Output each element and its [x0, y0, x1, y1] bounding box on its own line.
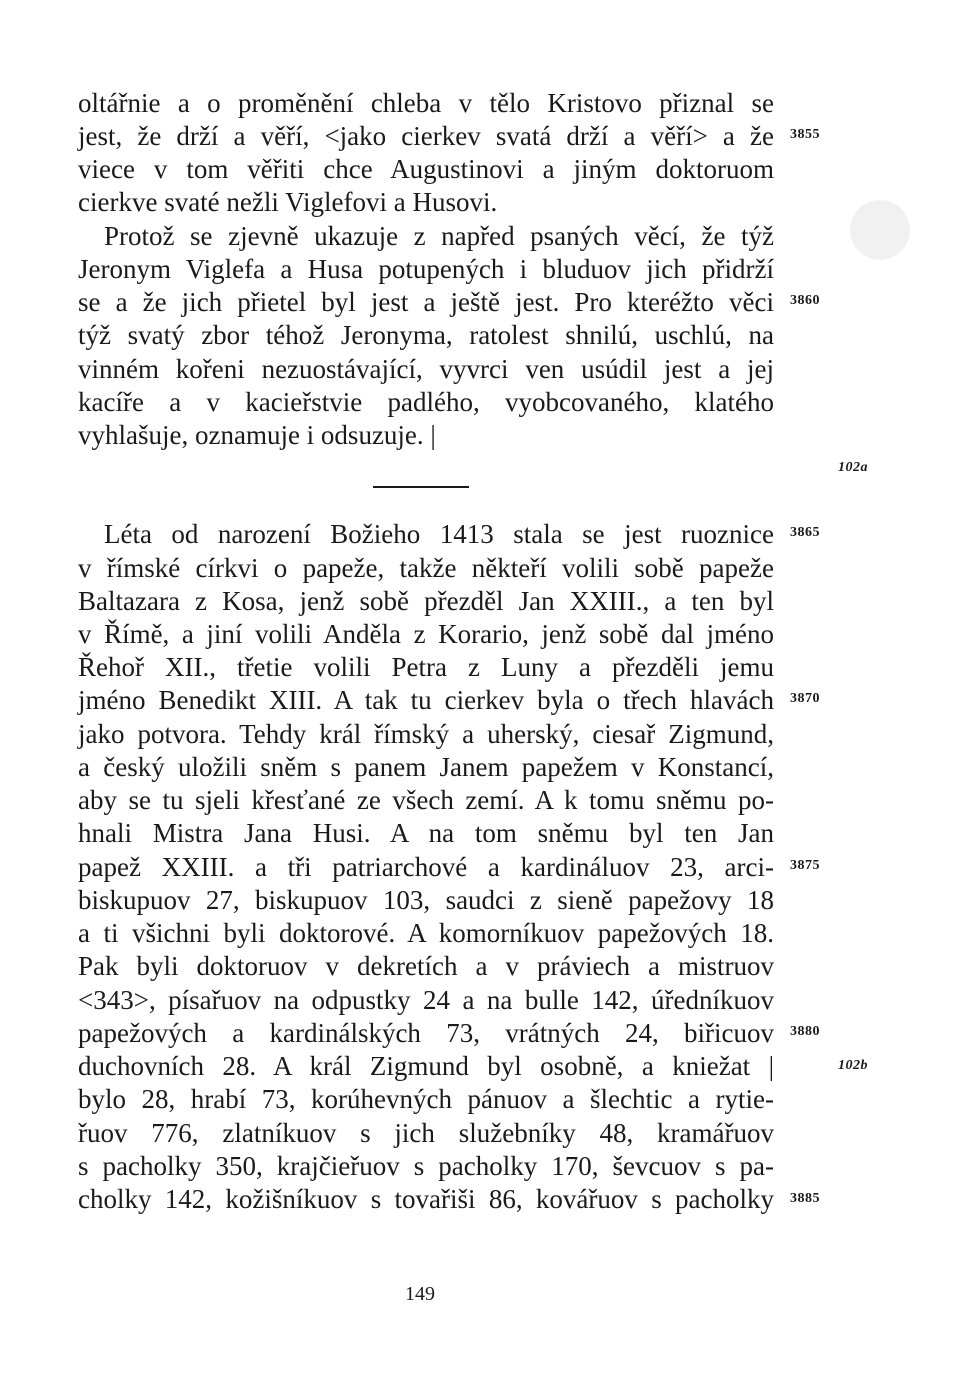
line-number-marker: 3880 [790, 1024, 820, 1039]
text-line: řuov 776, zlatníkuov s jich služebníky 48, kramářuov [78, 1118, 774, 1148]
text-line: a ti všichni byli doktorové. A komorníkuov papežových 18. [78, 918, 774, 948]
line-number-marker: 3865 [790, 525, 820, 540]
text-line: duchovních 28. A král Zigmund byl osobně, a kniežat | [78, 1051, 774, 1081]
text-line: bylo 28, hrabí 73, korúhevných pánuov a šlechtic a rytie- [78, 1084, 774, 1114]
text-line: kacíře a v kacieřstvie padlého, vyobcovaného, klatého [78, 387, 774, 417]
text-line: Léta od narození Božieho 1413 stala se jest ruoznice [104, 519, 774, 549]
page-number: 149 [405, 1283, 435, 1305]
text-line: Pak byli doktoruov v dekretích a v práviech a mistruov [78, 951, 774, 981]
folio-marker: 102a [838, 460, 868, 475]
text-line: v římské církvi o papeže, takže někteří volili sobě papeže [78, 553, 774, 583]
text-line: hnali Mistra Jana Husi. A na tom sněmu byl ten Jan [78, 818, 774, 848]
text-line: Jeronym Viglefa a Husa potupených i bluduov jich přidrží [78, 254, 774, 284]
text-line: týž svatý zbor téhož Jeronyma, ratolest shnilú, uschlú, na [78, 320, 774, 350]
text-line: cholky 142, kožišníkuov s tovařiši 86, kovářuov s pacholky [78, 1184, 774, 1214]
page-smudge [850, 200, 910, 260]
folio-marker: 102b [838, 1058, 868, 1073]
line-number-marker: 3855 [790, 127, 820, 142]
text-line: s pacholky 350, krajčieřuov s pacholky 170, ševcuov s pa- [78, 1151, 774, 1181]
text-line: aby se tu sjeli křesťané ze všech zemí. A k tomu sněmu po- [78, 785, 774, 815]
section-divider [373, 486, 469, 488]
text-line: vinném kořeni nezuostávající, vyvrci ven usúdil jest a jej [78, 354, 774, 384]
line-number-marker: 3870 [790, 691, 820, 706]
text-line: oltářnie a o proměnění chleba v tělo Kristovo přiznal se [78, 88, 774, 118]
text-line: biskupuov 27, biskupuov 103, saudci z sieně papežovy 18 [78, 885, 774, 915]
text-line: papež XXIII. a tři patriarchové a kardináluov 23, arci- [78, 852, 774, 882]
text-line: Protož se zjevně ukazuje z napřed psaných věcí, že týž [104, 221, 774, 251]
text-line: a český uložili sněm s panem Janem papežem v Konstancí, [78, 752, 774, 782]
text-line: se a že jich přietel byl jest a ještě jest. Pro kteréžto věci [78, 287, 774, 317]
text-line: papežových a kardinálských 73, vrátných 24, biřicuov [78, 1018, 774, 1048]
text-line: vyhlašuje, oznamuje i odsuzuje. | [78, 420, 436, 450]
line-number-marker: 3860 [790, 293, 820, 308]
text-line: cierkve svaté nežli Viglefovi a Husovi. [78, 187, 498, 217]
line-number-marker: 3885 [790, 1191, 820, 1206]
text-line: <343>, písařuov na odpustky 24 a na bulle 142, úředníkuov [78, 985, 774, 1015]
text-line: jméno Benedikt XIII. A tak tu cierkev byla o třech hlavách [78, 685, 774, 715]
text-line: Řehoř XII., třetie volili Petra z Luny a přezděli jemu [78, 652, 774, 682]
text-line: Baltazara z Kosa, jenž sobě přezděl Jan XXIII., a ten byl [78, 586, 774, 616]
text-line: jako potvora. Tehdy král římský a uherský, ciesař Zigmund, [78, 719, 774, 749]
text-line: jest, že drží a věří, <jako cierkev svatá drží a věří> a že [78, 121, 774, 151]
text-line: v Římě, a jiní volili Anděla z Korario, jenž sobě dal jméno [78, 619, 774, 649]
line-number-marker: 3875 [790, 858, 820, 873]
text-line: viece v tom věřiti chce Augustinovi a jiným doktoruom [78, 154, 774, 184]
